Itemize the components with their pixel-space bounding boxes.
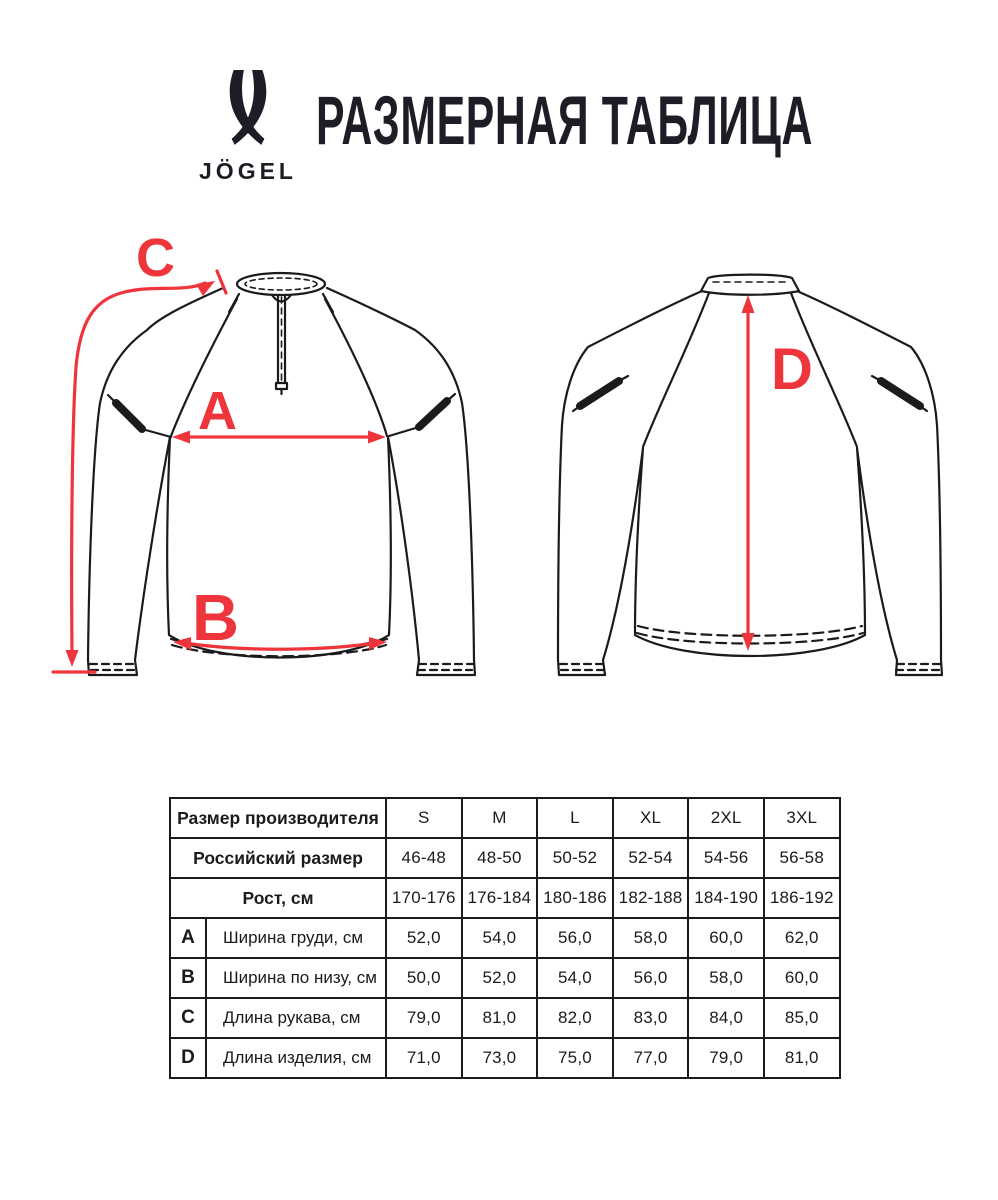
value-cell: 170-176: [386, 878, 462, 918]
measure-label-cell: Ширина по низу, см: [206, 958, 386, 998]
row-header: Рост, см: [170, 878, 386, 918]
row-header: Российский размер: [170, 838, 386, 878]
size-col-header: 2XL: [688, 798, 764, 838]
measure-label-cell: Ширина груди, см: [206, 918, 386, 958]
value-cell: 176-184: [462, 878, 538, 918]
front-right-stripe: [419, 401, 447, 427]
value-cell: 50,0: [386, 958, 462, 998]
brand-wordmark: JÖGEL: [199, 158, 297, 184]
table-row-manufacturer-size: [170, 798, 840, 838]
value-cell: 77,0: [613, 1038, 689, 1078]
value-cell: 58,0: [688, 958, 764, 998]
measure-letter-cell: A: [170, 918, 206, 958]
value-cell: 62,0: [764, 918, 840, 958]
back-garment-outline: [558, 275, 942, 675]
size-col-header: XL: [613, 798, 689, 838]
value-cell: 60,0: [764, 958, 840, 998]
value-cell: 81,0: [462, 998, 538, 1038]
measure-arrow-a: [172, 431, 386, 444]
value-cell: 54-56: [688, 838, 764, 878]
row-header: Размер производителя: [170, 798, 386, 838]
size-table: [169, 797, 841, 1079]
value-cell: 58,0: [613, 918, 689, 958]
back-right-stripe: [881, 381, 920, 406]
value-cell: 73,0: [462, 1038, 538, 1078]
table-row-bottom-width: [170, 958, 840, 998]
front-view-drawing: [45, 235, 515, 695]
size-col-header: M: [462, 798, 538, 838]
value-cell: 85,0: [764, 998, 840, 1038]
measure-label-b: B: [192, 581, 239, 654]
table-row-russian-size: [170, 838, 840, 878]
value-cell: 84,0: [688, 998, 764, 1038]
value-cell: 52,0: [386, 918, 462, 958]
front-garment-outline: [88, 273, 475, 675]
value-cell: 82,0: [537, 998, 613, 1038]
size-col-header: L: [537, 798, 613, 838]
value-cell: 56,0: [613, 958, 689, 998]
page-title: РАЗМЕРНАЯ ТАБЛИЦА: [316, 82, 814, 159]
value-cell: 79,0: [386, 998, 462, 1038]
value-cell: 46-48: [386, 838, 462, 878]
value-cell: 186-192: [764, 878, 840, 918]
value-cell: 50-52: [537, 838, 613, 878]
brand-logo: [188, 70, 308, 185]
value-cell: 60,0: [688, 918, 764, 958]
measure-label-cell: Длина изделия, см: [206, 1038, 386, 1078]
table-row-sleeve-length: [170, 998, 840, 1038]
value-cell: 54,0: [537, 958, 613, 998]
front-left-stripe: [116, 403, 142, 429]
value-cell: 52,0: [462, 958, 538, 998]
measure-label-cell: Длина рукава, см: [206, 998, 386, 1038]
size-col-header: S: [386, 798, 462, 838]
back-view-drawing: [535, 235, 995, 695]
table-row-chest-width: [170, 918, 840, 958]
measure-arrow-c: [53, 271, 226, 672]
table-row-garment-length: [170, 1038, 840, 1078]
measure-letter-cell: C: [170, 998, 206, 1038]
value-cell: 56-58: [764, 838, 840, 878]
value-cell: 180-186: [537, 878, 613, 918]
value-cell: 184-190: [688, 878, 764, 918]
value-cell: 71,0: [386, 1038, 462, 1078]
value-cell: 48-50: [462, 838, 538, 878]
value-cell: 52-54: [613, 838, 689, 878]
measure-label-d: D: [771, 337, 813, 402]
value-cell: 81,0: [764, 1038, 840, 1078]
value-cell: 54,0: [462, 918, 538, 958]
measure-letter-cell: D: [170, 1038, 206, 1078]
value-cell: 83,0: [613, 998, 689, 1038]
value-cell: 75,0: [537, 1038, 613, 1078]
measure-label-a: A: [198, 381, 237, 441]
value-cell: 182-188: [613, 878, 689, 918]
value-cell: 56,0: [537, 918, 613, 958]
table-row-height: [170, 878, 840, 918]
size-col-header: 3XL: [764, 798, 840, 838]
measure-arrow-d: [742, 295, 755, 651]
jogel-logo-icon: [219, 70, 277, 150]
measure-letter-cell: B: [170, 958, 206, 998]
value-cell: 79,0: [688, 1038, 764, 1078]
measure-label-c: C: [136, 228, 175, 288]
back-left-stripe: [580, 381, 619, 406]
